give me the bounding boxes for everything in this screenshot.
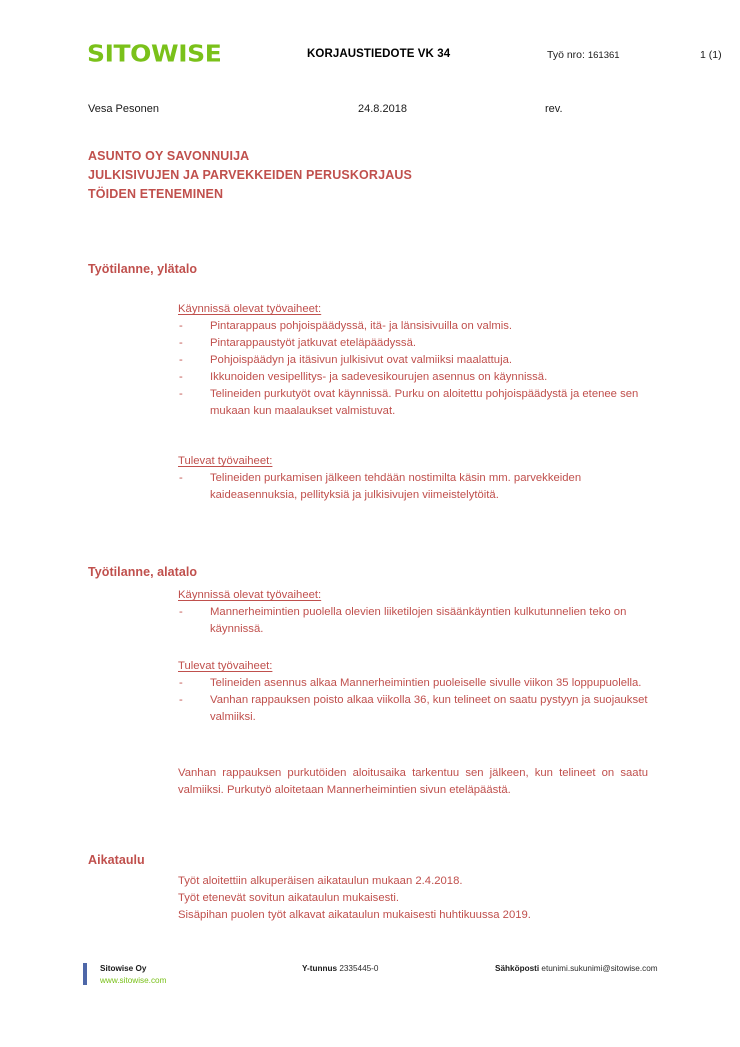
footer-email-value: etunimi.sukunimi@sitowise.com — [541, 964, 658, 973]
alatalo-note-block — [178, 765, 648, 799]
alatalo-upcoming-label: Tulevat työvaiheet: — [178, 660, 273, 672]
aikataulu-line: Työt aloitettiin alkuperäisen aikataulun mukaan 2.4.2018. — [178, 875, 463, 887]
section-heading-aikataulu: Aikataulu — [88, 853, 145, 867]
list-item: - Pintarappaus pohjoispäädyssä, itä- ja länsisivuilla on valmis. — [178, 318, 648, 335]
job-number-field — [547, 49, 620, 61]
title-line-3: TÖIDEN ETENEMINEN — [88, 187, 224, 201]
footer-website-link[interactable]: www.sitowise.com — [100, 976, 167, 985]
list-item: - Vanhan rappauksen poisto alkaa viikolla 36, kun telineet on saatu pystyyn ja suojaukset valmiiksi. — [178, 692, 648, 726]
footer-vat-block — [302, 963, 378, 975]
ylatalo-upcoming-label: Tulevat työvaiheet: — [178, 455, 273, 467]
title-line-2: JULKISIVUJEN JA PARVEKKEIDEN PERUSKORJAUS — [88, 168, 413, 182]
footer-company-name: Sitowise Oy — [100, 964, 147, 973]
aikataulu-lines-block — [178, 873, 648, 924]
document-meta-row — [0, 103, 740, 121]
footer-vat-label: Y-tunnus — [302, 964, 338, 973]
alatalo-ongoing-label: Käynnissä olevat työvaiheet: — [178, 589, 322, 601]
document-title — [88, 147, 648, 204]
section-heading-ylatalo: Työtilanne, ylätalo — [88, 262, 198, 276]
job-number-label: Työ nro: — [547, 49, 585, 61]
sitowise-logo: SITOWISE — [87, 40, 222, 68]
alatalo-ongoing-list — [178, 604, 648, 638]
list-item: - Pintarappaustyöt jatkuvat eteläpäädyssä. — [178, 335, 648, 352]
page-number: 1 (1) — [700, 49, 722, 61]
list-item: - Pohjoispäädyn ja itäsivun julkisivut ovat valmiiksi maalattuja. — [178, 352, 648, 369]
page-footer — [0, 960, 740, 994]
alatalo-note-paragraph: Vanhan rappauksen purkutöiden aloitusaika tarkentuu sen jälkeen, kun telineet on saatu valmiiksi. Purkutyö aloitetaan Mannerheimintien sivun eteläpäästä. — [178, 767, 648, 796]
ylatalo-ongoing-label: Käynnissä olevat työvaiheet: — [178, 303, 322, 315]
job-number-value: 161361 — [587, 50, 620, 61]
list-item: - Mannerheimintien puolella olevien liiketilojen sisäänkäyntien kulkutunnelien teko on käynnissä. — [178, 604, 648, 638]
alatalo-ongoing-block — [178, 587, 648, 638]
list-item: - Telineiden purkutyöt ovat käynnissä. Purku on aloitettu pohjoispäädystä ja etenee sen mukaan kun maalaukset valmistuvat. — [178, 386, 648, 420]
footer-company-block — [100, 963, 166, 987]
list-item: - Ikkunoiden vesipellitys- ja sadevesikourujen asennus on käynnissä. — [178, 369, 648, 386]
author-name: Vesa Pesonen — [88, 103, 159, 115]
footer-accent-bar — [83, 963, 87, 985]
alatalo-upcoming-block — [178, 658, 648, 726]
alatalo-upcoming-list — [178, 675, 648, 726]
section-heading-alatalo: Työtilanne, alatalo — [88, 565, 198, 579]
aikataulu-line: Työt etenevät sovitun aikataulun mukaisesti. — [178, 892, 400, 904]
aikataulu-line: Sisäpihan puolen työt alkavat aikataulun mukaisesti huhtikuussa 2019. — [178, 909, 531, 921]
page-header — [0, 40, 740, 80]
list-item: - Telineiden asennus alkaa Mannerheimintien puoleiselle sivulle viikon 35 loppupuolella. — [178, 675, 648, 692]
document-date: 24.8.2018 — [358, 103, 407, 115]
footer-email-label: Sähköposti — [495, 964, 540, 973]
ylatalo-upcoming-list — [178, 470, 648, 504]
list-item: - Telineiden purkamisen jälkeen tehdään nostimilta käsin mm. parvekkeiden kaideasennuksia, pellityksiä ja julkisivujen viimeistelytöitä. — [178, 470, 648, 504]
ylatalo-ongoing-list — [178, 318, 648, 420]
document-type-title: KORJAUSTIEDOTE VK 34 — [307, 48, 451, 60]
ylatalo-upcoming-block — [178, 453, 648, 504]
ylatalo-ongoing-block — [178, 301, 648, 420]
title-line-1: ASUNTO OY SAVONNUIJA — [88, 149, 250, 163]
footer-email-block — [495, 963, 658, 975]
footer-vat-value: 2335445-0 — [339, 964, 379, 973]
revision-label: rev. — [545, 103, 563, 115]
